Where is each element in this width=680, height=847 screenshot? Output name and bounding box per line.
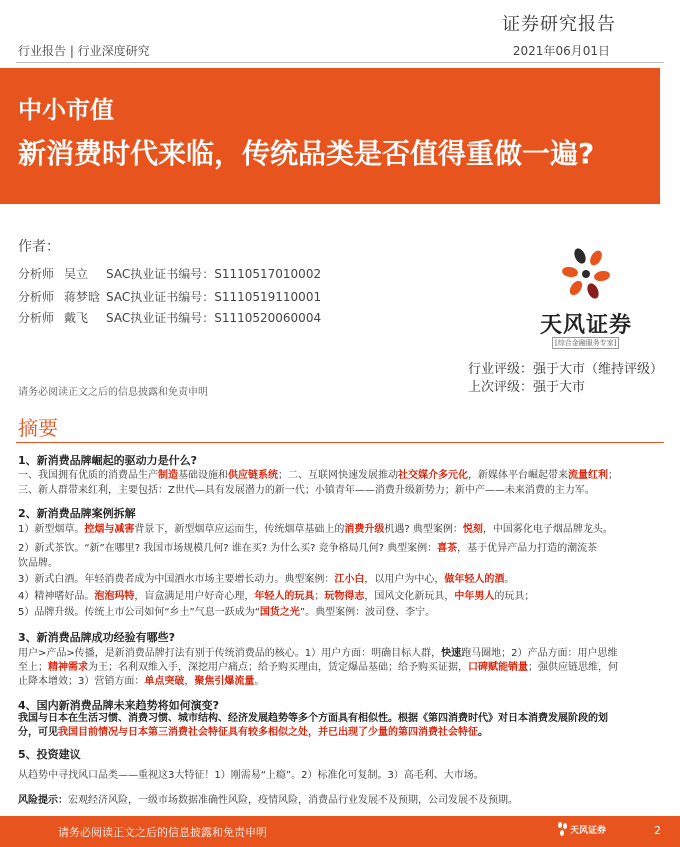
highlight-text: 精神需求 — [48, 662, 88, 673]
report-title: 新消费时代来临，传统品类是否值得重做一遍? — [18, 137, 595, 170]
text-run: 用户>产品>传播，是新消费品牌打法有别于传统消费品的核心。1）用户方面：明确目标人群， — [18, 648, 442, 659]
paragraph: 饮品牌。 — [18, 558, 58, 569]
text-run: 为王；名利双维入手，深挖用户痛点；给予购买理由，赁定爆品基础；给予购买证据， — [88, 662, 468, 673]
paragraph — [18, 469, 660, 483]
authors-heading: 作者： — [18, 239, 60, 255]
text-run: 机遇? 典型案例： — [384, 524, 463, 535]
text-run: ；二、互联网快速发展推动 — [278, 470, 398, 481]
header-divider — [16, 62, 664, 63]
abstract-heading: 摘要 — [18, 416, 58, 440]
highlight-text: 我国目前情况与日本第三消费社会特征具有较多相似之处，并已出现了少量的第四消费社会特征 — [58, 727, 478, 738]
text-run: 跑马圈地；2）产品方面：用户思维 — [461, 648, 618, 659]
author-name: 戴飞 — [64, 311, 89, 325]
abstract-divider — [16, 442, 664, 443]
text-run: 4）精神嗜好品。 — [18, 591, 95, 602]
paragraph: 三、新人群带来红利，主要包括：Z世代—具有发展潜力的新一代；小镇青年——消费升级新势力；新中产——未来消费的主力军。 — [18, 485, 595, 496]
paragraph — [18, 606, 660, 620]
highlight-text: 悦刻 — [462, 524, 483, 535]
text-run: 快速 — [441, 648, 462, 659]
text-run: 。 — [478, 727, 488, 738]
highlight-text: 中年男人 — [454, 591, 495, 602]
footer-logo-icon — [556, 821, 568, 837]
highlight-text: 社交媒介多元化 — [398, 470, 468, 481]
text-run: ； — [314, 591, 325, 602]
report-date: 2021年06月01日 — [512, 44, 610, 58]
highlight-text: 供应链系统 — [228, 470, 278, 481]
highlight-text: 单点突破 — [144, 676, 185, 687]
text-run: 止降本增效；3）营销方面： — [18, 676, 145, 687]
text-run: 5）品牌升级。传统上市公司如何“乡土”气息一跃成为“ — [18, 607, 260, 618]
breadcrumb: 行业报告 | 行业深度研究 — [18, 44, 150, 58]
highlight-text: 泡泡玛特 — [94, 591, 135, 602]
paragraph — [18, 542, 660, 556]
highlight-text: 玩物得志 — [324, 591, 365, 602]
highlight-text: 国货之光 — [259, 607, 300, 618]
section-heading: 5、投资建议 — [18, 748, 81, 761]
text-run: ；强供应链思维，何 — [528, 662, 618, 673]
highlight-text: 消费升级 — [344, 524, 385, 535]
text-run: ，基于优异产品力打造的潮流茶 — [457, 543, 598, 554]
paragraph — [18, 675, 660, 689]
disclaimer-note: 请务必阅读正文之后的信息披露和免责申明 — [18, 387, 208, 398]
highlight-text: 喜茶 — [437, 543, 458, 554]
author-cert: SAC执业证书编号：S1110520060004 — [106, 311, 322, 325]
paragraph — [18, 590, 660, 604]
text-run: ，以用户为中心， — [364, 574, 445, 585]
section-heading: 2、新消费品牌案例拆解 — [18, 507, 136, 520]
highlight-text: 控烟与减害 — [84, 524, 135, 535]
paragraph — [18, 573, 660, 587]
text-run: ，中国雾化电子烟品牌龙头。 — [482, 524, 613, 535]
paragraph — [18, 726, 660, 740]
highlight-text: 口碑赋能销量 — [468, 662, 528, 673]
sector-label: 中小市值 — [18, 96, 114, 124]
footer-disclaimer: 请务必阅读正文之后的信息披露和免责申明 — [58, 826, 267, 839]
industry-rating: 行业评级：强于大市（维持评级） — [468, 362, 664, 377]
text-run: 。 — [254, 676, 265, 687]
previous-rating: 上次评级：强于大市 — [468, 380, 586, 395]
highlight-text: 流量红利 — [568, 470, 608, 481]
text-run: 分，可见 — [18, 727, 58, 738]
risk-text: 宏观经济风险，一级市场数据准确性风险，疫情风险，消费品行业发展不及预期，公司发展不及预期。 — [68, 795, 518, 806]
author-name: 吴立 — [64, 267, 89, 281]
paragraph: 从趋势中寻找风口品类——重视这3大特征！1）刚需易“上瘾”。2）标准化可复制。3）高毛利、大市场。 — [18, 770, 484, 781]
text-run: 2）新式茶饮。“新”在哪里? 我国市场规模几何? 谁在买? 为什么买? 竞争格局几何? 典型案例： — [18, 543, 438, 554]
text-run: 1）新型烟草。 — [18, 524, 85, 535]
company-logo-icon — [560, 246, 612, 302]
section-heading: 3、新消费品牌成功经验有哪些? — [18, 631, 176, 644]
text-run: 3）新式白酒。年轻消费者成为中国酒水市场主要增长动力。典型案例： — [18, 574, 335, 585]
company-logo-text: 天风证券 — [540, 313, 633, 338]
highlight-text: 制造 — [158, 470, 178, 481]
text-run: 一、我国拥有优质的消费品生产 — [18, 470, 158, 481]
author-role: 分析师 — [18, 290, 55, 304]
footer-logo-text: 天风证券 — [570, 826, 607, 836]
report-type-label: 证券研究报告 — [502, 14, 616, 35]
author-role: 分析师 — [18, 311, 55, 325]
highlight-text: 做年轻人的酒 — [444, 574, 505, 585]
text-run: ； — [608, 470, 618, 481]
text-run: 。 — [504, 574, 515, 585]
author-row — [18, 265, 321, 282]
company-tagline: [综合金融服务专家] — [552, 337, 619, 349]
risk-label: 风险提示： — [18, 795, 68, 806]
text-run: 至上； — [18, 662, 48, 673]
section-heading: 4、国内新消费品牌未来趋势将如何演变? — [18, 699, 220, 712]
highlight-text: 年轻人的玩具 — [254, 591, 315, 602]
author-cert: SAC执业证书编号：S1110519110001 — [106, 290, 322, 304]
highlight-text: 聚焦引爆流量 — [194, 676, 255, 687]
highlight-text: 江小白 — [334, 574, 365, 585]
text-run: ”。典型案例：波司登、李宁。 — [299, 607, 436, 618]
author-cert: SAC执业证书编号：S1110517010002 — [106, 267, 322, 281]
paragraph — [18, 661, 660, 675]
author-name: 蒋梦晗 — [64, 290, 101, 304]
text-run: 基础设施和 — [178, 470, 228, 481]
page-number: 2 — [654, 824, 661, 837]
text-run: ，国风文化新玩具， — [364, 591, 455, 602]
author-role: 分析师 — [18, 267, 55, 281]
text-run: ，新媒体平台崛起带来 — [468, 470, 568, 481]
author-row — [18, 288, 321, 305]
risk-warning — [18, 794, 660, 808]
author-row — [18, 309, 321, 326]
paragraph — [18, 647, 660, 661]
text-run: ， — [184, 676, 195, 687]
text-run: ，盲盒满足用户好奇心理， — [134, 591, 255, 602]
section-heading: 1、新消费品牌崛起的驱动力是什么? — [18, 454, 198, 467]
paragraph: 我国与日本在生活习惯、消费习惯、城市结构、经济发展趋势等多个方面具有相似性。根据《第四消费时代》对日本消费发展阶段的划 — [18, 713, 608, 724]
text-run: 背景下，新型烟草应运而生，传统烟草基础上的 — [134, 524, 345, 535]
paragraph — [18, 523, 660, 537]
text-run: 的玩具； — [494, 591, 535, 602]
